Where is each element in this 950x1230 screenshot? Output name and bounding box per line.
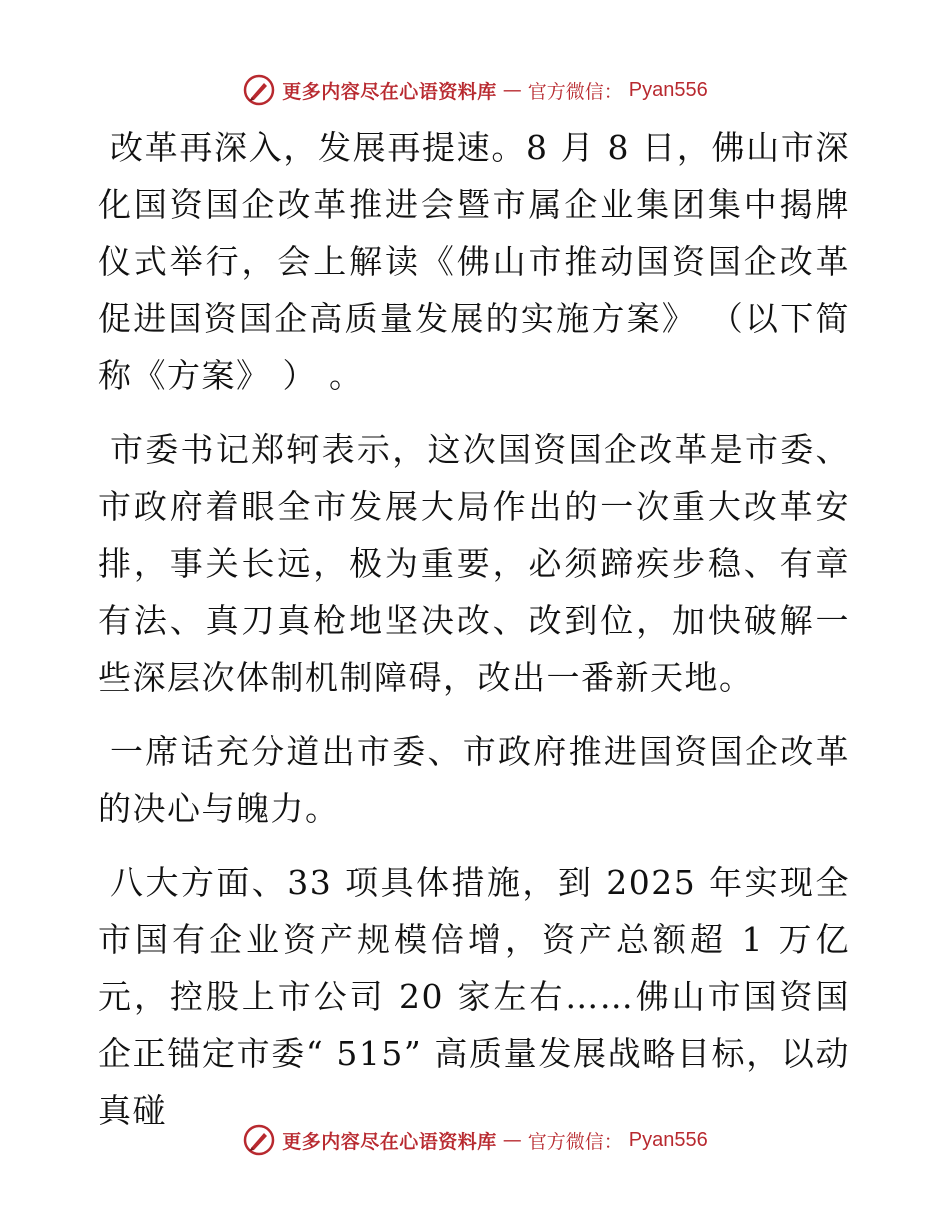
footer-watermark [0,1120,950,1160]
separator: — [502,1129,522,1151]
promo-text: 更多内容尽在心语资料库 [282,1130,497,1153]
paragraph: 八大方面、33 项具体措施，到 2025 年实现全市国有企业资产规模倍增，资产总额超 1 万亿元，控股上市公司 20 家左右……佛山市国资国企正锚定市委“ 515” 高质量发展战略目标，以动真碰 [98,863,850,1130]
official-wechat-label: 官方微信： [527,80,623,103]
paragraph: 市委书记郑轲表示，这次国资国企改革是市委、市政府着眼全市发展大局作出的一次重大改革安排，事关长远，极为重要，必须蹄疾步稳、有章有法、真刀真枪地坚决改、改到位，加快破解一些深层次体制机制障碍，改出一番新天地。 [98,430,850,697]
separator: — [502,79,522,101]
header-watermark [0,70,950,110]
red-pen-logo-icon [242,73,276,107]
wechat-id: Pyan556 [628,78,708,101]
wechat-id: Pyan556 [628,1128,708,1151]
paragraph: 一席话充分道出市委、市政府推进国资国企改革的决心与魄力。 [98,732,850,828]
document-body [98,119,850,1139]
red-pen-logo-icon [242,1123,276,1157]
paragraph: 改革再深入，发展再提速。8 月 8 日，佛山市深化国资国企改革推进会暨市属企业集团集中揭牌仪式举行，会上解读《佛山市推动国资国企改革促进国资国企高质量发展的实施方案》 （以下简称《方案》 ） 。 [98,128,850,395]
promo-text: 更多内容尽在心语资料库 [282,80,497,103]
official-wechat-label: 官方微信： [527,1130,623,1153]
